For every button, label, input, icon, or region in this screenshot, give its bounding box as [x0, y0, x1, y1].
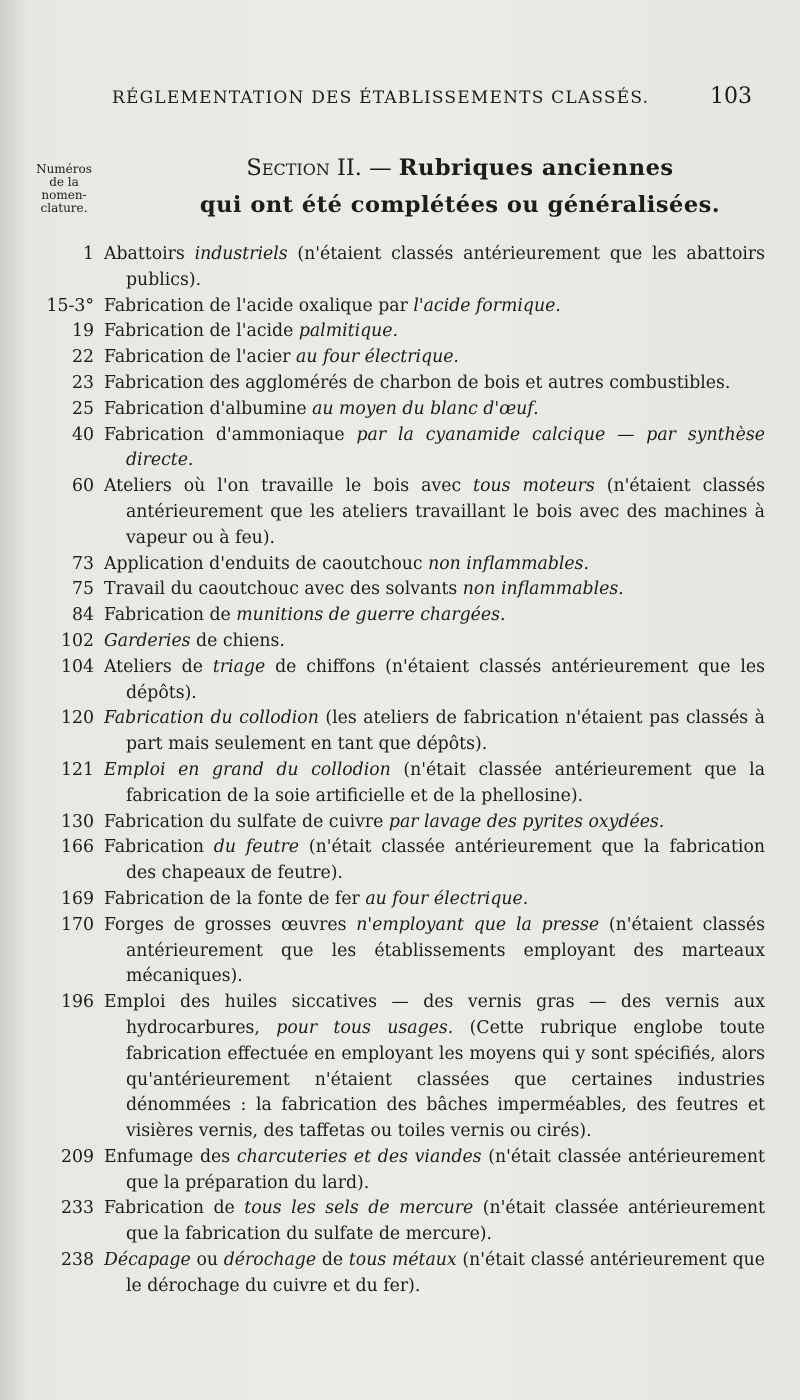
rubric-text-roman: Fabrication de l'acide	[104, 321, 299, 342]
rubric-text-roman: Enfumage des	[104, 1146, 237, 1167]
rubric-text-roman: Fabrication de la fonte de fer	[104, 888, 366, 909]
rubric-text-roman: de chiffons (n'étaient classés antérieurement que les dépôts).	[126, 656, 765, 703]
rubric-text-italic: palmitique.	[298, 321, 399, 342]
rubric-text-italic: pour tous usages.	[276, 1017, 454, 1038]
rubric-entry	[40, 577, 765, 603]
rubric-text-roman: (n'étaient classés antérieurement que les ateliers travaillant le bois avec des machines à vapeur ou à feu).	[126, 476, 765, 548]
rubric-text-roman: Fabrication du sulfate de cuivre	[104, 811, 389, 832]
rubric-text-roman: de	[316, 1250, 349, 1271]
rubric-text	[104, 603, 765, 629]
rubric-text-italic: tous moteurs	[473, 476, 595, 497]
rubric-number: 233	[61, 1198, 94, 1219]
rubric-number: 170	[61, 914, 94, 935]
rubric-text-italic: non inflammables.	[428, 553, 589, 574]
rubric-text-roman: (n'était classée antérieurement que la fabrication de la soie artificielle et de la phellosine).	[126, 759, 765, 806]
rubric-text-italic: tous métaux	[348, 1250, 457, 1271]
rubric-text-italic: Décapage	[104, 1250, 191, 1271]
rubric-entry	[40, 990, 765, 1145]
rubric-entry	[40, 423, 765, 475]
rubric-text-roman: (n'était classé antérieurement que le dérochage du cuivre et du fer).	[126, 1250, 766, 1296]
rubric-text-italic: par la cyanamide calcique — par synthèse directe.	[126, 424, 765, 471]
rubric-text	[104, 242, 765, 294]
rubric-entry	[40, 1248, 765, 1300]
rubric-text-roman: (les ateliers de fabrication n'étaient pas classés à part mais seulement en tant que dépôts).	[126, 708, 765, 755]
rubric-entry	[40, 294, 765, 320]
rubric-number: 19	[72, 321, 94, 342]
rubric-number: 121	[61, 759, 94, 780]
rubric-text	[104, 913, 765, 990]
running-head	[112, 84, 752, 109]
rubric-number: 60	[72, 476, 94, 497]
rubric-entry	[40, 242, 765, 294]
rubric-number: 130	[61, 811, 94, 832]
rubric-number: 75	[72, 579, 94, 600]
rubric-text	[104, 758, 765, 810]
rubric-entry	[40, 345, 765, 371]
rubric-text	[104, 629, 765, 655]
rubric-entry	[40, 552, 765, 578]
rubric-number: 40	[72, 424, 94, 445]
rubric-text	[104, 990, 765, 1145]
rubric-text-roman: Fabrication de l'acide oxalique par	[104, 295, 414, 316]
rubric-entry	[40, 887, 765, 913]
section-dash: —	[361, 155, 399, 181]
rubric-number: 238	[61, 1250, 94, 1271]
rubric-entry	[40, 810, 765, 836]
rubric-text-roman: (n'était classée antérieurement que la fabrication du sulfate de mercure).	[126, 1198, 765, 1245]
rubric-number: 25	[72, 398, 94, 419]
rubric-text-roman: Ateliers de	[104, 656, 213, 677]
rubric-text-italic: industriels	[194, 244, 288, 264]
rubric-text-italic: par lavage des pyrites oxydées.	[388, 811, 665, 832]
rubric-number: 102	[61, 630, 94, 651]
rubric-text-italic: tous les sels de mercure	[244, 1198, 474, 1219]
rubric-entry	[40, 629, 765, 655]
rubric-text-italic: du feutre	[213, 837, 300, 858]
section-label: Section II.	[246, 155, 362, 181]
rubric-entry	[40, 371, 765, 397]
rubric-text	[104, 319, 765, 345]
rubric-entry	[40, 706, 765, 758]
rubric-text	[104, 423, 765, 475]
rubric-text	[104, 655, 765, 707]
rubric-text-roman: Ateliers où l'on travaille le bois avec	[104, 476, 474, 497]
rubric-text	[104, 552, 765, 578]
rubric-text	[104, 1196, 765, 1248]
rubric-number: 209	[61, 1146, 94, 1167]
section-heading-part-2: qui ont été complétées ou généralisées.	[199, 192, 721, 218]
rubric-text	[104, 474, 765, 551]
rubric-text-roman: (n'étaient classés antérieurement que les établissements employant des marteaux mécaniques).	[126, 914, 766, 987]
rubric-text	[104, 1248, 765, 1300]
rubric-number: 120	[61, 708, 94, 729]
rubric-text-roman: ou	[190, 1250, 224, 1271]
rubric-text	[104, 397, 765, 423]
rubric-text-italic: dérochage	[223, 1250, 317, 1271]
rubric-text	[104, 371, 765, 397]
rubric-text-roman: Abattoirs	[104, 244, 195, 264]
rubric-text-italic: au four électrique.	[365, 888, 529, 909]
rubric-text	[104, 887, 765, 913]
rubric-text	[104, 294, 765, 320]
nomenclature-label-line: clature.	[40, 201, 88, 215]
section-title	[150, 150, 770, 224]
rubric-number: 196	[61, 992, 94, 1013]
rubric-entry	[40, 835, 765, 887]
page-number: 103	[710, 84, 752, 109]
nomenclature-label-line: nomen-	[41, 188, 87, 202]
nomenclature-label-line: de la	[49, 175, 79, 189]
rubric-entry	[40, 319, 765, 345]
rubric-entry	[40, 758, 765, 810]
rubric-text	[104, 835, 765, 887]
rubric-text-roman: Fabrication de	[104, 605, 237, 626]
rubric-entry	[40, 655, 765, 707]
rubric-entry	[40, 603, 765, 629]
rubric-text-roman: Fabrication de l'acier	[104, 347, 297, 368]
rubric-text-roman: Application d'enduits de caoutchouc	[104, 553, 429, 574]
rubric-number: 22	[72, 347, 94, 368]
rubric-entry	[40, 1145, 765, 1197]
rubric-text-italic: charcuteries et des viandes	[236, 1146, 482, 1167]
rubric-text-roman: (Cette rubrique englobe toute fabrication effectuée en employant les moyens qui y sont spécifiés, alors qu'antérieurement n'étaient classées que certaines industries dénommées : la fabrication des bâches imperméables, des feutres et visières vernis, des taffetas ou toiles vernis ou cirés).	[126, 1017, 765, 1142]
rubric-text-roman: (n'étaient classés antérieurement que les abattoirs publics).	[126, 244, 766, 290]
rubric-number: 15-3°	[46, 295, 94, 316]
rubric-number: 166	[61, 837, 94, 858]
rubric-text	[104, 810, 765, 836]
rubric-text-italic: l'acide formique.	[413, 295, 561, 316]
rubric-number: 73	[72, 553, 94, 574]
rubric-text-italic: Garderies	[104, 630, 191, 651]
rubric-entry	[40, 1196, 765, 1248]
rubric-text-roman: Travail du caoutchouc avec des solvants	[104, 579, 463, 600]
rubric-text-italic: munitions de guerre chargées.	[236, 605, 506, 626]
rubric-text-roman: Fabrication d'ammoniaque	[104, 424, 357, 445]
rubric-text	[104, 1145, 765, 1197]
rubric-text-roman: Fabrication des agglomérés de charbon de bois et autres combustibles.	[104, 372, 731, 393]
rubric-text-roman: Emploi des huiles siccatives — des vernis gras — des vernis aux hydrocarbures,	[104, 992, 765, 1038]
rubric-text-italic: au four électrique.	[296, 347, 459, 368]
rubric-number: 84	[72, 605, 94, 626]
section-heading-part-1: Rubriques anciennes	[398, 155, 674, 181]
rubric-text	[104, 577, 765, 603]
section-title-line-2	[150, 187, 770, 224]
rubric-number: 1	[83, 244, 94, 264]
rubric-number: 23	[72, 372, 94, 393]
rubric-entry	[40, 397, 765, 423]
rubric-text-italic: au moyen du blanc d'œuf.	[312, 398, 539, 419]
rubric-text-italic: triage	[212, 656, 266, 677]
rubric-entry	[40, 474, 765, 551]
rubric-number: 169	[61, 888, 94, 909]
rubric-text-italic: Fabrication du collodion	[104, 708, 319, 729]
rubric-text-roman: (n'était classée antérieurement que la préparation du lard).	[126, 1146, 765, 1193]
rubric-number: 104	[61, 656, 94, 677]
rubric-list	[40, 242, 765, 1300]
rubric-entry	[40, 913, 765, 990]
running-head-title: RÉGLEMENTATION DES ÉTABLISSEMENTS CLASSÉS.	[112, 88, 650, 108]
section-title-line-1	[150, 150, 770, 187]
rubric-text-roman: (n'était classée antérieurement que la fabrication des chapeaux de feutre).	[126, 837, 765, 884]
rubric-text-italic: Emploi en grand du collodion	[104, 759, 391, 780]
nomenclature-column-label	[34, 163, 94, 215]
rubric-text-italic: non inflammables.	[462, 579, 624, 600]
rubric-text-roman: Fabrication d'albumine	[104, 398, 313, 419]
rubric-text-roman: Forges de grosses œuvres	[104, 914, 357, 935]
rubric-text	[104, 345, 765, 371]
rubric-text-roman: Fabrication de	[104, 1198, 245, 1219]
rubric-text-roman: Fabrication	[104, 837, 214, 858]
nomenclature-label-line: Numéros	[36, 162, 92, 176]
rubric-text-roman: de chiens.	[190, 630, 285, 651]
rubric-text-italic: n'employant que la presse	[356, 914, 600, 935]
rubric-text	[104, 706, 765, 758]
